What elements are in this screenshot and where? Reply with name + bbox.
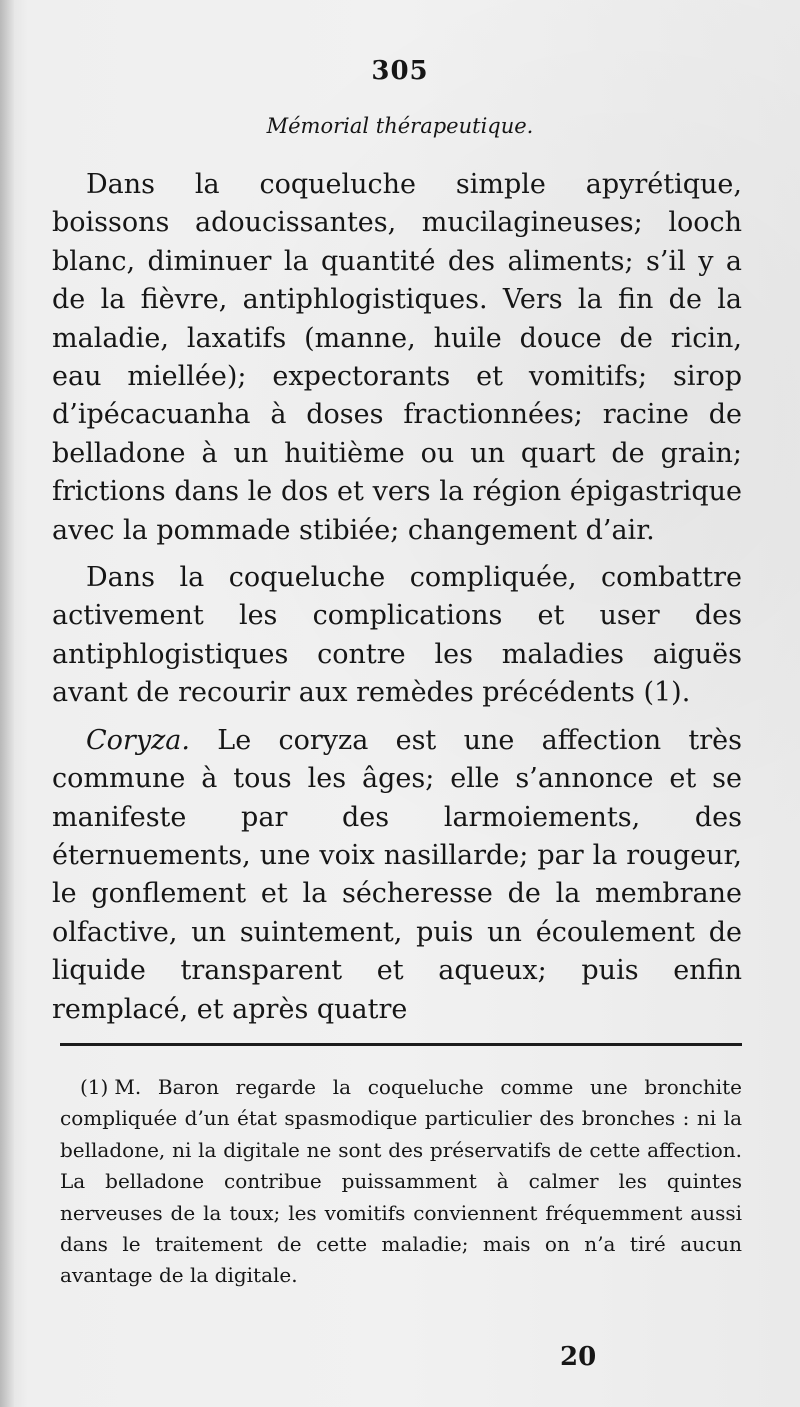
paragraph-coryza <box>52 722 742 1029</box>
paragraph-text: Dans la coqueluche simple apyrétique, boissons adoucissantes, mucilagineuses; looch blanc, diminuer la quantité des aliments; s’il y a de la fièvre, antiphlogistiques. Vers la fin de la maladie, laxatifs (manne, huile douce de ricin, eau miellée); expectorants et vomitifs; sirop d’ipécacuanha à doses fractionnées; racine de belladone à un huitième ou un quart de grain; frictions dans le dos et vers la région épigastrique avec la pommade stibiée; changement d’air. <box>52 169 742 546</box>
footnote-separator-rule <box>60 1043 742 1046</box>
paragraph-text: Dans la coqueluche compliquée, combattre activement les complications et user des antiphlogistiques contre les maladies aiguës avant de recourir aux remèdes précédents (1). <box>52 562 742 709</box>
body-text <box>52 166 742 1029</box>
paragraph-lead-term: Coryza. <box>86 724 190 756</box>
page-gutter-shadow <box>0 0 14 1407</box>
running-head: Mémorial thérapeutique. <box>266 114 534 138</box>
paragraph-complicated-whooping-cough <box>52 559 742 713</box>
paragraph-text: Le coryza est une affection très commune à tous les âges; elle s’annonce et se manifeste par des larmoiements, des éternuements, une voix nasillarde; par la rougeur, le gonflement et la sécheresse de la membrane olfactive, un suintement, puis un écoulement de liquide transparent et aqueux; puis enfin remplacé, et après quatre <box>52 724 742 1025</box>
paragraph-simple-whooping-cough <box>52 166 742 550</box>
footnote-marker: (1) <box>80 1075 109 1099</box>
page-number: 305 <box>371 56 429 86</box>
signature-mark: 20 <box>560 1342 597 1372</box>
footnote <box>60 1072 742 1292</box>
footnote-text: M. Baron regarde la coqueluche comme une bronchite compliquée d’un état spasmodique particulier des bronches : ni la belladone, ni la digitale ne sont des préservatifs de cette affection. La belladone contribue puissamment à calmer les quintes nerveuses de la toux; les vomitifs conviennent fréquemment aussi dans le traitement de cette maladie; mais on n’a tiré aucun avantage de la digitale. <box>60 1075 742 1288</box>
